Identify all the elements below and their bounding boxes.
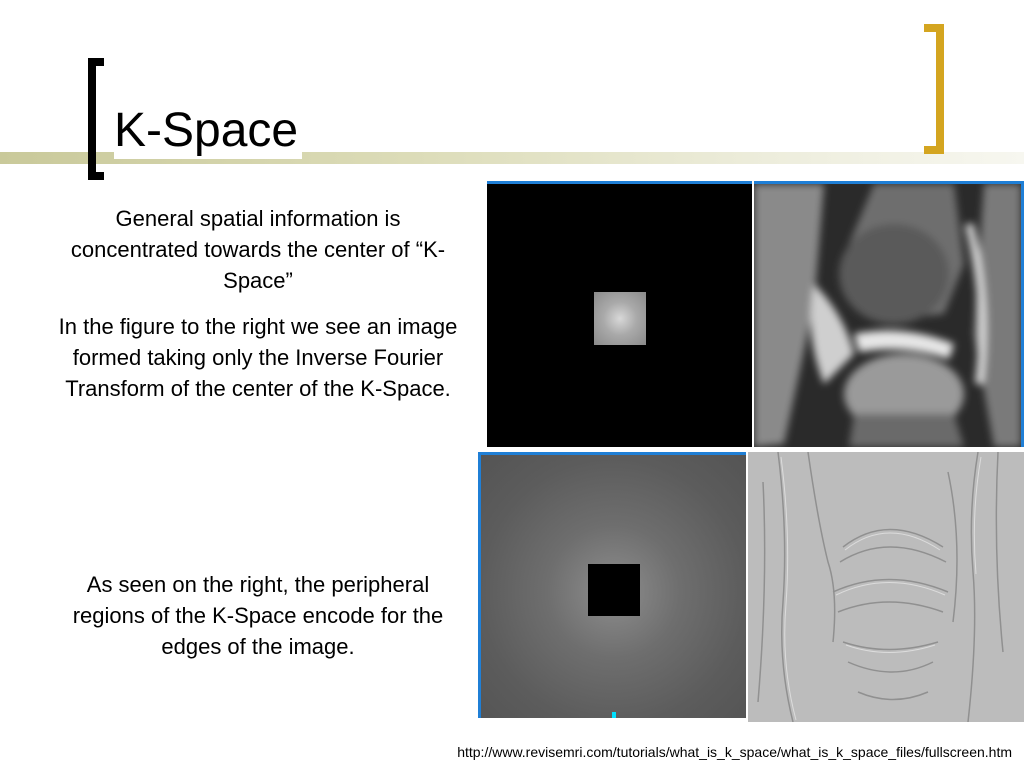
kspace-center-square xyxy=(594,292,646,345)
knee-lowres-drawing xyxy=(754,184,1021,447)
kspace-removed-center xyxy=(588,564,640,616)
left-bracket-decoration xyxy=(88,58,104,180)
knee-edges-drawing xyxy=(748,452,1024,722)
paragraph-spatial-info: General spatial information is concentrated towards the center of “K-Space” xyxy=(70,206,446,293)
knee-edges-image xyxy=(748,452,1024,722)
knee-low-resolution-image xyxy=(754,181,1024,447)
paragraph-peripheral: As seen on the right, the peripheral regions of the K-Space encode for the edges of the image. xyxy=(72,572,444,659)
right-bracket-decoration xyxy=(924,24,944,154)
kspace-center-image xyxy=(487,181,752,447)
slide-title: K-Space xyxy=(114,103,302,159)
kspace-periphery-image xyxy=(478,452,746,718)
source-url[interactable]: http://www.revisemri.com/tutorials/what_is_k_space/what_is_k_space_files/fullscreen.htm xyxy=(457,744,1012,760)
cyan-marker xyxy=(612,712,616,718)
paragraph-figure-center: In the figure to the right we see an image formed taking only the Inverse Fourier Transform of the center of the K-Space. xyxy=(58,314,458,401)
